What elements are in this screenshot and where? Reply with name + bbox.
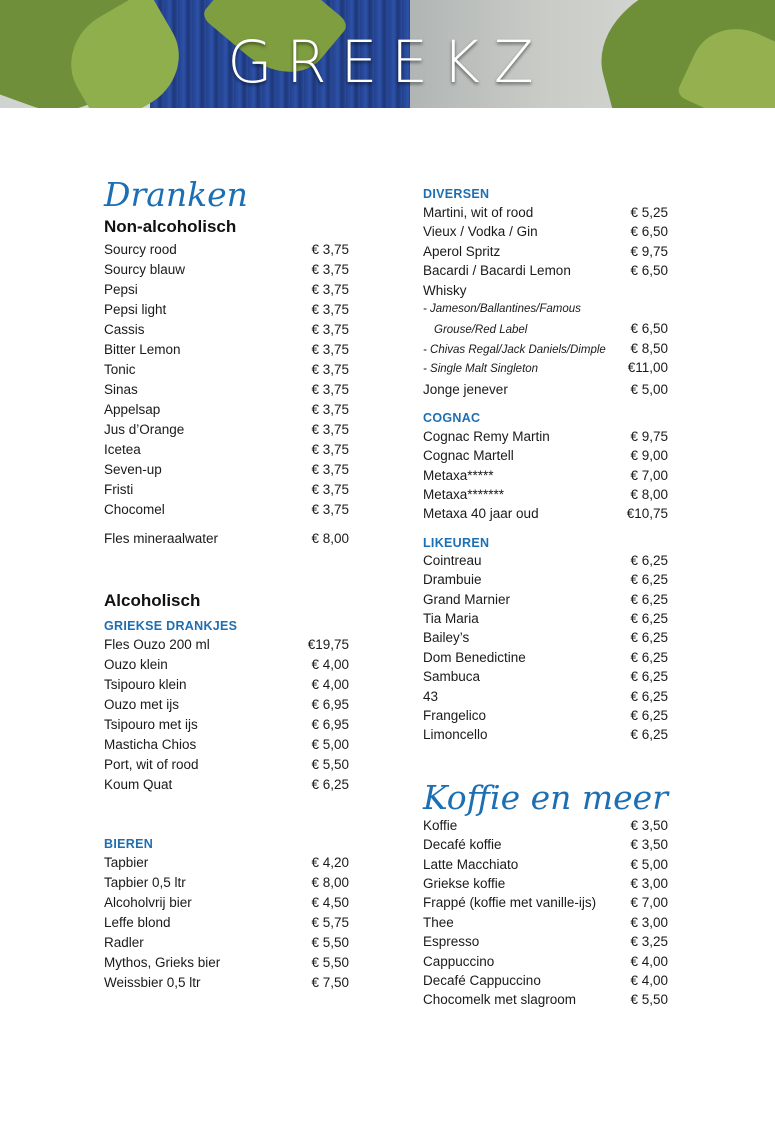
menu-item: Grand Marnier € 6,25 — [423, 591, 668, 607]
right-column — [423, 187, 668, 1010]
heading-bieren: BIEREN — [104, 837, 154, 851]
menu-item: Tia Maria € 6,25 — [423, 611, 668, 627]
cognac-list — [423, 427, 668, 524]
menu-item: Cointreau € 6,25 — [423, 552, 668, 568]
menu-item: Tapbier € 4,20 — [104, 855, 349, 870]
menu-item: Pepsi light € 3,75 — [104, 302, 349, 317]
menu-subitem: - Jameson/Ballantines/Famous — [423, 302, 581, 315]
section-title-koffie: Koffie en meer — [423, 777, 668, 817]
menu-item: Alcoholvrij bier € 4,50 — [104, 895, 349, 910]
menu-item: 43 € 6,25 — [423, 688, 668, 704]
menu-item: Metaxa***** € 7,00 — [423, 467, 668, 483]
menu-item: Fristi € 3,75 — [104, 482, 349, 497]
menu-item: Metaxa 40 jaar oud €10,75 — [423, 506, 668, 522]
menu-item: Koffie € 3,50 — [423, 817, 668, 833]
left-column — [104, 175, 349, 993]
menu-item: Icetea € 3,75 — [104, 442, 349, 457]
menu-item: Decafé Cappuccino € 4,00 — [423, 972, 668, 988]
header-banner — [0, 0, 775, 108]
menu-item: Sambuca € 6,25 — [423, 669, 668, 685]
heading-alcoholisch: Alcoholisch — [104, 591, 201, 610]
menu-item: Sinas € 3,75 — [104, 382, 349, 397]
menu-item: Frappé (koffie met vanille-ijs) € 7,00 — [423, 895, 668, 911]
menu-item: Decafé koffie € 3,50 — [423, 837, 668, 853]
menu-item: Espresso € 3,25 — [423, 934, 668, 950]
menu-item: Koum Quat € 6,25 — [104, 777, 349, 792]
menu-item: Radler € 5,50 — [104, 935, 349, 950]
menu-item: Dom Benedictine € 6,25 — [423, 649, 668, 665]
menu-item: Cognac Martell € 9,00 — [423, 448, 668, 464]
diversen-list — [423, 203, 668, 399]
menu-item: Jonge jenever € 5,00 — [423, 381, 668, 397]
menu-item: Pepsi € 3,75 — [104, 282, 349, 297]
menu-item: Tonic € 3,75 — [104, 362, 349, 377]
menu-item-whisky: Whisky — [423, 282, 467, 298]
menu-item: Bitter Lemon € 3,75 — [104, 342, 349, 357]
heading-cognac: COGNAC — [423, 410, 481, 425]
menu-item: Frangelico € 6,25 — [423, 707, 668, 723]
menu-item: Aperol Spritz € 9,75 — [423, 243, 668, 259]
beer-list — [104, 853, 349, 993]
likeuren-list — [423, 551, 668, 745]
menu-item: Mythos, Grieks bier € 5,50 — [104, 955, 349, 970]
menu-item: Martini, wit of rood € 5,25 — [423, 205, 668, 220]
menu-item: Drambuie € 6,25 — [423, 572, 668, 588]
menu-subitem: Grouse/Red Label € 6,50 — [434, 321, 668, 337]
koffie-list — [423, 816, 668, 1010]
menu-item: Weissbier 0,5 ltr € 7,50 — [104, 975, 349, 990]
brand-logo: GREEKZ — [227, 28, 548, 96]
menu-item: Masticha Chios € 5,00 — [104, 737, 349, 752]
heading-likeuren: LIKEUREN — [423, 535, 490, 550]
menu-item: Appelsap € 3,75 — [104, 402, 349, 417]
menu-item: Metaxa******* € 8,00 — [423, 487, 668, 503]
heading-diversen: DIVERSEN — [423, 187, 490, 201]
menu-item: Vieux / Vodka / Gin € 6,50 — [423, 224, 668, 240]
menu-item: Tsipouro klein € 4,00 — [104, 677, 349, 692]
greek-drinks-list — [104, 635, 349, 795]
menu-item: Latte Macchiato € 5,00 — [423, 856, 668, 872]
menu-item: Fles Ouzo 200 ml €19,75 — [104, 637, 349, 652]
heading-non-alcoholisch: Non-alcoholisch — [104, 217, 237, 236]
menu-item: Ouzo klein € 4,00 — [104, 657, 349, 672]
menu-item-water: Fles mineraalwater € 8,00 — [104, 531, 349, 546]
menu-item: Thee € 3,00 — [423, 914, 668, 930]
menu-item: Limoncello € 6,25 — [423, 727, 668, 743]
menu-item: Jus d’Orange € 3,75 — [104, 422, 349, 437]
menu-item: Port, wit of rood € 5,50 — [104, 757, 349, 772]
menu-item: Sourcy blauw € 3,75 — [104, 262, 349, 277]
menu-item: Sourcy rood € 3,75 — [104, 242, 349, 257]
menu-item: Cappuccino € 4,00 — [423, 953, 668, 969]
menu-item: Griekse koffie € 3,00 — [423, 875, 668, 891]
menu-subitem: - Single Malt Singleton €11,00 — [423, 360, 668, 376]
menu-subitem: - Chivas Regal/Jack Daniels/Dimple € 8,50 — [423, 340, 668, 356]
menu-item: Seven-up € 3,75 — [104, 462, 349, 477]
menu-item: Ouzo met ijs € 6,95 — [104, 697, 349, 712]
menu-item: Chocomelk met slagroom € 5,50 — [423, 992, 668, 1008]
menu-item: Cassis € 3,75 — [104, 322, 349, 337]
menu-item: Cognac Remy Martin € 9,75 — [423, 428, 668, 444]
non-alcoholic-list — [104, 240, 349, 520]
menu-item: Tapbier 0,5 ltr € 8,00 — [104, 875, 349, 890]
menu-item: Bacardi / Bacardi Lemon € 6,50 — [423, 263, 668, 279]
menu-item: Leffe blond € 5,75 — [104, 915, 349, 930]
menu-item: Tsipouro met ijs € 6,95 — [104, 717, 349, 732]
menu-item: Bailey’s € 6,25 — [423, 630, 668, 646]
menu-item: Chocomel € 3,75 — [104, 502, 349, 517]
section-title-dranken: Dranken — [104, 175, 248, 214]
heading-griekse-drankjes: GRIEKSE DRANKJES — [104, 619, 238, 633]
